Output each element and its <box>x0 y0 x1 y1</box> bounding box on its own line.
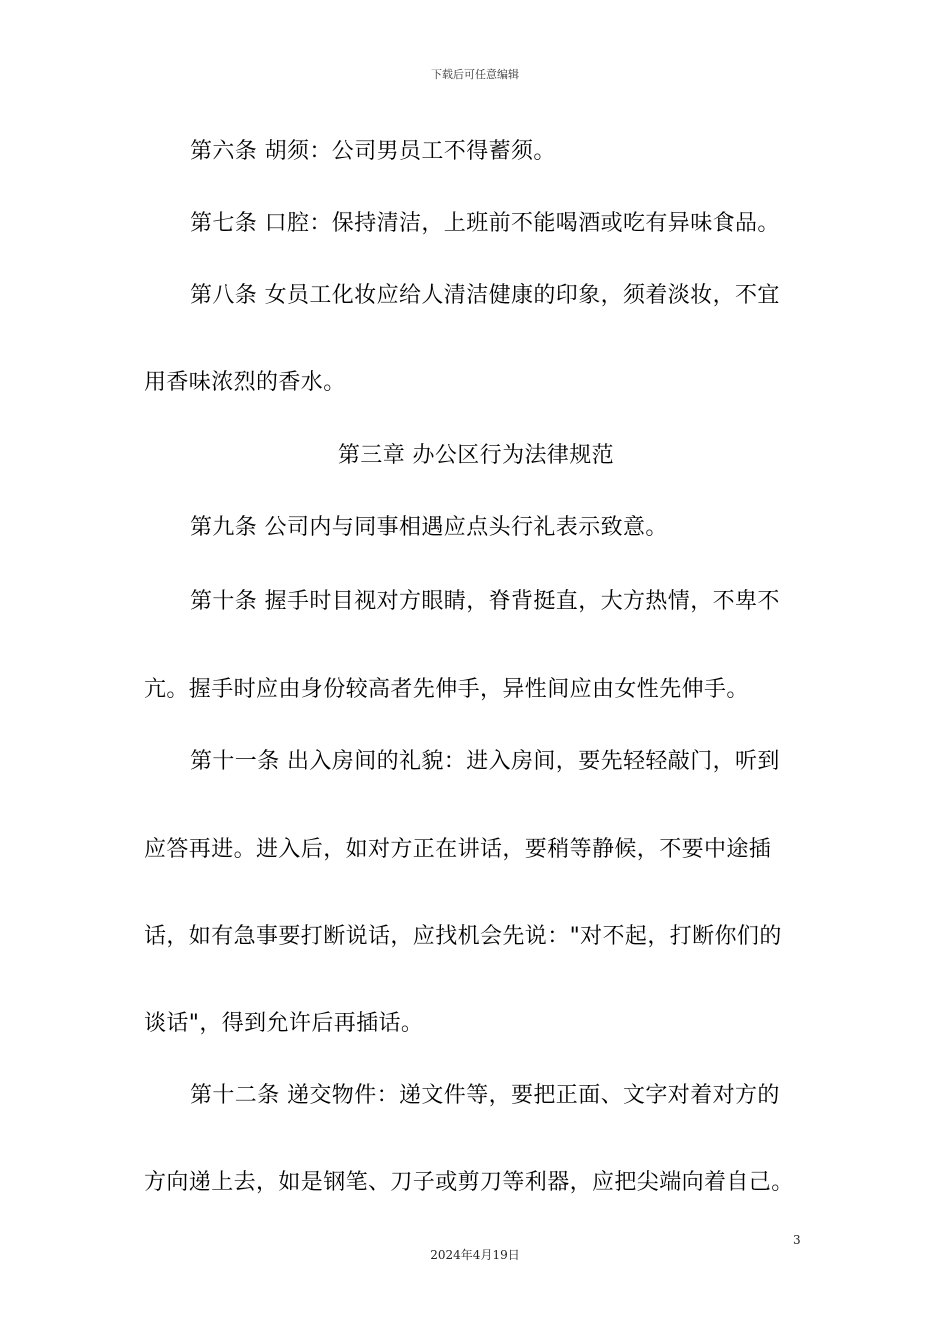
article-6-line: 第六条 胡须：公司男员工不得蓄须。 <box>190 139 556 164</box>
article-11-line-1: 第十一条 出入房间的礼貌：进入房间，要先轻轻敲门，听到 <box>190 749 780 774</box>
page-number: 3 <box>793 1233 801 1247</box>
chapter-3-heading: 第三章 办公区行为法律规范 <box>337 443 615 468</box>
article-12-line-2: 方向递上去，如是钢笔、刀子或剪刀等利器，应把尖端向着自己。 <box>144 1170 794 1195</box>
article-11-line-3: 话，如有急事要打断说话，应找机会先说："对不起，打断你们的 <box>144 924 782 949</box>
article-12-line-1: 第十二条 递交物件：递文件等，要把正面、文字对着对方的 <box>190 1083 780 1108</box>
page-header: 下载后可任意编辑 <box>431 68 519 81</box>
article-9-line: 第九条 公司内与同事相遇应点头行礼表示致意。 <box>190 515 668 540</box>
article-10-line-1: 第十条 握手时目视对方眼睛，脊背挺直，大方热情，不卑不 <box>190 589 780 614</box>
article-8-line-2: 用香味浓烈的香水。 <box>144 370 346 395</box>
footer-date: 2024年4月19日 <box>430 1248 520 1262</box>
article-11-line-4: 谈话"，得到允许后再插话。 <box>144 1011 424 1036</box>
article-11-line-2: 应答再进。进入后，如对方正在讲话，要稍等静候，不要中途插 <box>144 837 772 862</box>
article-10-line-2: 亢。握手时应由身份较高者先伸手，异性间应由女性先伸手。 <box>144 677 749 702</box>
article-8-line-1: 第八条 女员工化妆应给人清洁健康的印象，须着淡妆，不宜 <box>190 283 780 308</box>
article-7-line: 第七条 口腔：保持清洁，上班前不能喝酒或吃有异味食品。 <box>190 211 780 236</box>
